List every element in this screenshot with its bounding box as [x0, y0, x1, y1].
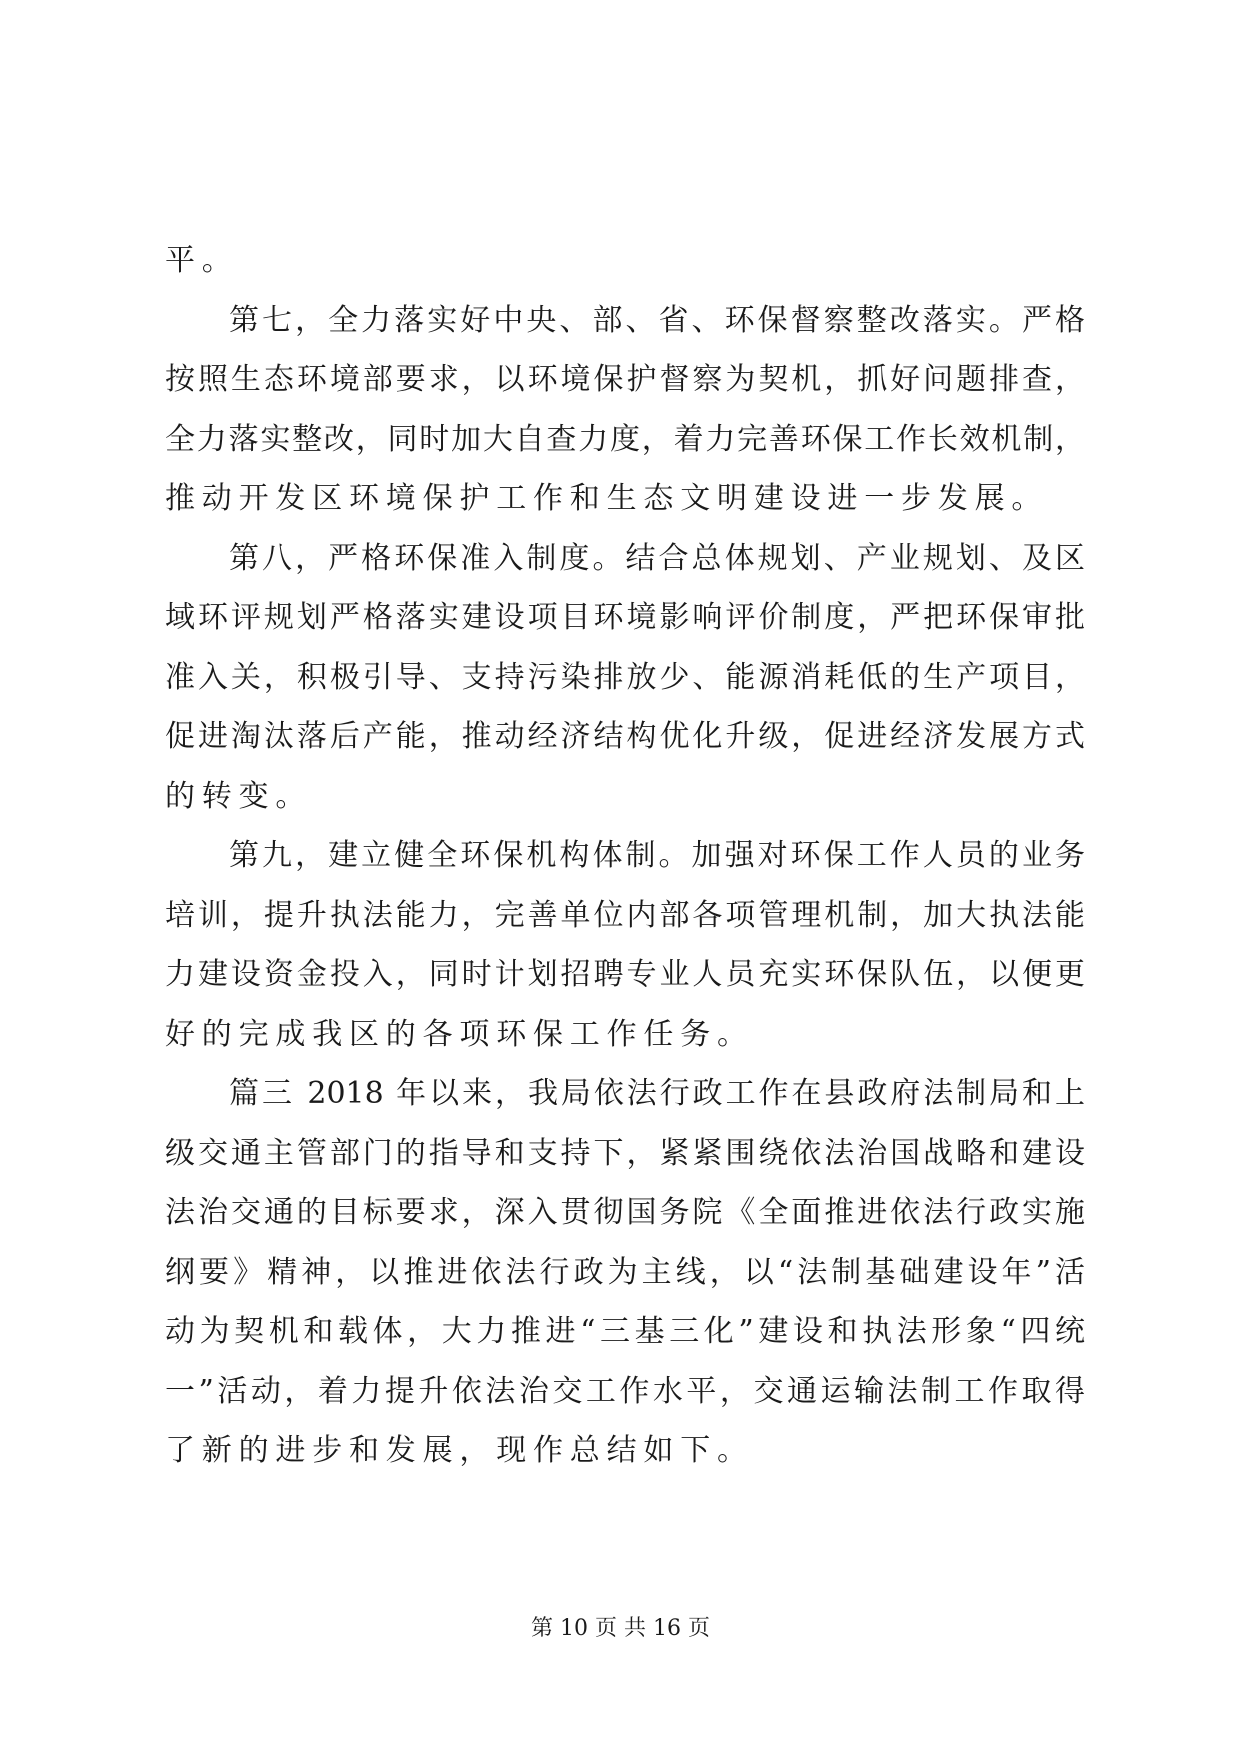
text-line: 动为契机和载体，大力推进“三基三化”建设和执法形象“四统 — [165, 1314, 1085, 1349]
text-line: 域环评规划严格落实建设项目环境影响评价制度，严把环保审批 — [165, 600, 1085, 635]
text-line: 按照生态环境部要求，以环境保护督察为契机，抓好问题排查， — [165, 362, 1085, 397]
paragraph-7-line: 第七，全力落实好中央、部、省、环保督察整改落实。严格 — [229, 302, 1085, 338]
text-line: 推动开发区环境保护工作和生态文明建设进一步发展。 — [165, 481, 1049, 516]
paragraph-9-line: 第九，建立健全环保机构体制。加强对环保工作人员的业务 — [229, 838, 1085, 873]
paragraph-8-line: 第八，严格环保准入制度。结合总体规划、产业规划、及区 — [229, 540, 1085, 576]
text-line: 促进淘汰落后产能，推动经济结构优化升级，促进经济发展方式 — [165, 719, 1085, 754]
text-line: 的转变。 — [165, 778, 313, 814]
page-number-footer: 第 10 页 共 16 页 — [531, 1616, 710, 1641]
text-line: 纲要》精神，以推进依法行政为主线，以“法制基础建设年”活 — [165, 1254, 1085, 1290]
text-line: 好的完成我区的各项环保工作任务。 — [165, 1016, 754, 1052]
body-text — [165, 231, 1085, 1481]
text-line: 了新的进步和发展，现作总结如下。 — [165, 1433, 754, 1468]
text-line: 级交通主管部门的指导和支持下，紧紧围绕依法治国战略和建设 — [165, 1135, 1085, 1171]
text-line: 平。 — [165, 243, 239, 278]
text-line: 一”活动，着力提升依法治交工作水平，交通运输法制工作取得 — [165, 1373, 1085, 1409]
text-line: 培训，提升执法能力，完善单位内部各项管理机制，加大执法能 — [165, 897, 1085, 933]
paragraph-part3-line: 篇三 2018 年以来，我局依法行政工作在县政府法制局和上 — [229, 1076, 1085, 1111]
text-line: 力建设资金投入，同时计划招聘专业人员充实环保队伍，以便更 — [165, 957, 1085, 992]
text-line: 全力落实整改，同时加大自查力度，着力完善环保工作长效机制， — [165, 421, 1085, 457]
text-line: 准入关，积极引导、支持污染排放少、能源消耗低的生产项目， — [165, 659, 1085, 695]
text-line: 法治交通的目标要求，深入贯彻国务院《全面推进依法行政实施 — [165, 1195, 1085, 1230]
